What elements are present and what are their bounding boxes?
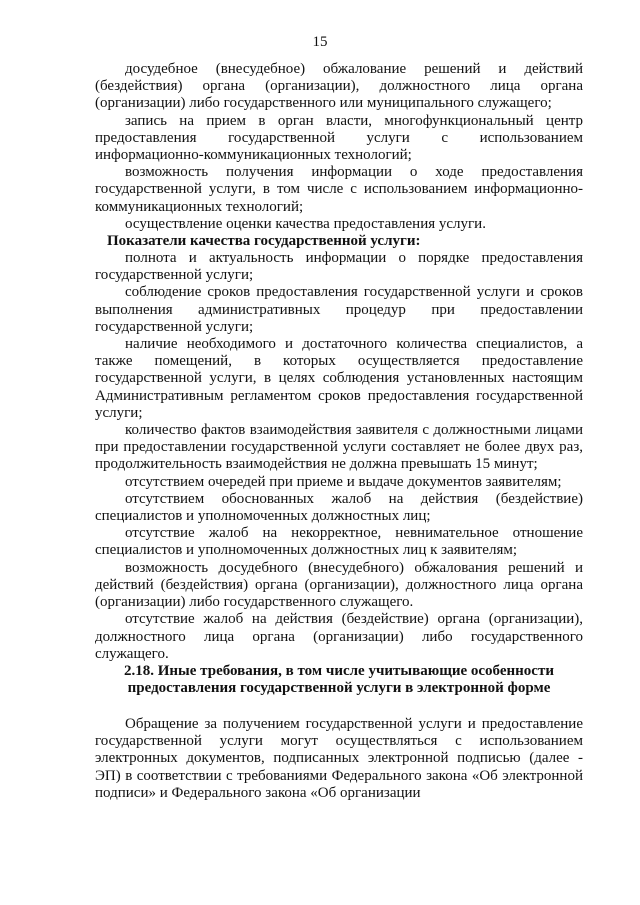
paragraph-no-justified-complaints: отсутствием обоснованных жалоб на действия (бездействие) специалистов и уполномоченных должностных лиц; [95,490,583,525]
paragraph-progress-info: возможность получения информации о ходе предоставления государственной услуги, в том числе с использованием информационно-коммуникационных технологий; [95,164,583,215]
document-body [95,61,583,802]
page-number: 15 [312,34,328,50]
paragraph-quality-assessment: осуществление оценки качества предоставления услуги. [125,215,486,232]
paragraph-no-incorrect-attitude: отсутствие жалоб на некорректное, невнимательное отношение специалистов и уполномоченных должностных лиц к заявителям; [95,525,583,559]
paragraph-appointment: запись на прием в орган власти, многофункциональный центр предоставления государственной услуги с использованием информационно-коммуникационных технологий; [95,112,583,164]
paragraph-interactions: количество фактов взаимодействия заявителя с должностными лицами при предоставлении государственной услуги составляет не более двух раз, продолжительность взаимодействия не должна превышать 15 минут; [95,422,583,473]
paragraph-staff: наличие необходимого и достаточного количества специалистов, а также помещений, в которых осуществляется предоставление государственной услуги, в целях соблюдения установленных настоящим Административным регламентом сроков предоставления государственной услуги; [95,336,583,421]
paragraph-completeness: полнота и актуальность информации о порядке предоставления государственной услуги; [95,250,583,284]
paragraph-no-complaints: отсутствие жалоб на действия (бездействие) органа (организации), должностного лица органа (организации) либо государственного служащего. [95,611,583,662]
quality-indicators-heading: Показатели качества государственной услуги: [107,233,421,250]
paragraph-pretrial-appeal: возможность досудебного (внесудебного) обжалования решений и действий (бездействия) органа (организации), должностного лица органа (организации) либо государственного служащего. [95,559,583,611]
paragraph-appeal: досудебное (внесудебное) обжалование решений и действий (бездействия) органа (организации), должностного лица органа (организации) либо государственного или муниципального служащего; [95,61,583,112]
paragraph-deadlines: соблюдение сроков предоставления государственной услуги и сроков выполнения административных процедур при предоставлении государственной услуги; [95,284,583,335]
paragraph-electronic-request: Обращение за получением государственной услуги и предоставление государственной услуги могут осуществляться с использованием электронных документов, подписанных электронной подписью (далее - ЭП) в соответствии с требованиями Федерального закона «Об электронной подписи» и Федерального закона «Об организации [95,715,583,801]
paragraph-no-queues: отсутствием очередей при приеме и выдаче документов заявителям; [125,473,562,490]
section-heading-2-18: 2.18. Иные требования, в том числе учитывающие особенности предоставления государственной услуги в электронной форме [124,662,554,697]
